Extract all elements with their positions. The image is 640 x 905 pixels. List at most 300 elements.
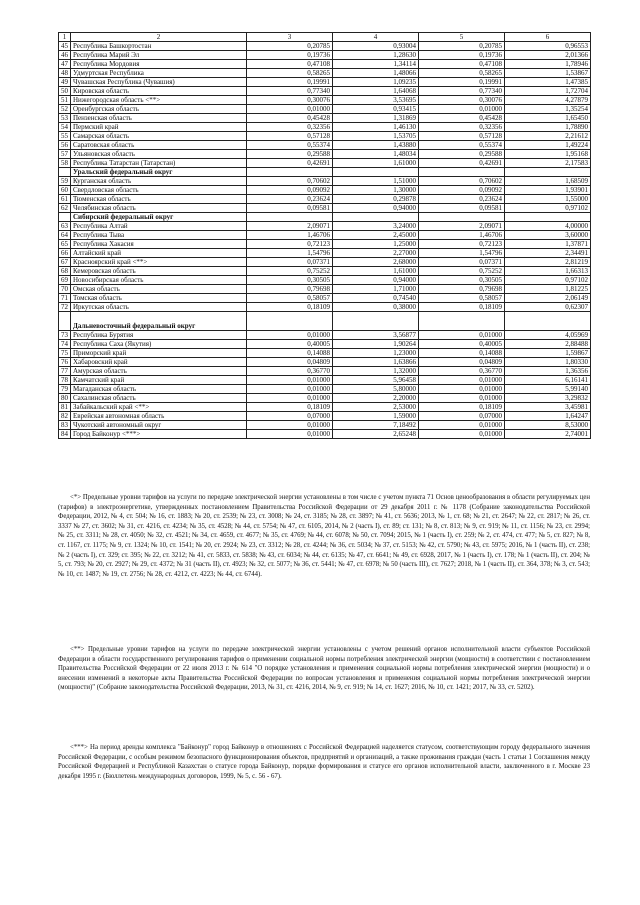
table-row <box>59 276 591 285</box>
table-row <box>59 159 591 168</box>
table-row <box>59 141 591 150</box>
column-header: 4 <box>333 33 419 42</box>
region-name-cell: Кемеровская область <box>71 267 247 276</box>
value-cell: 0,04809 <box>419 358 505 367</box>
value-cell: 1,54796 <box>247 249 333 258</box>
table-row <box>59 430 591 439</box>
region-name-cell: Город Байконур <***> <box>71 430 247 439</box>
value-cell: 1,78890 <box>505 123 591 132</box>
row-number-cell: 79 <box>59 385 71 394</box>
region-name-cell: Забайкальский край <**> <box>71 403 247 412</box>
table-row <box>59 331 591 340</box>
value-cell: 2,01366 <box>505 51 591 60</box>
row-number-cell: 75 <box>59 349 71 358</box>
value-cell: 1,53705 <box>333 132 419 141</box>
value-cell: 5,96458 <box>333 376 419 385</box>
value-cell: 0,57128 <box>419 132 505 141</box>
region-name-cell: Оренбургская область <box>71 105 247 114</box>
table-row <box>59 123 591 132</box>
value-cell <box>247 168 333 177</box>
table-row <box>59 96 591 105</box>
table-row <box>59 132 591 141</box>
value-cell: 1,64247 <box>505 412 591 421</box>
table-row <box>59 421 591 430</box>
value-cell: 0,09581 <box>247 204 333 213</box>
value-cell: 0,20785 <box>247 42 333 51</box>
table-row <box>59 294 591 303</box>
value-cell: 1,80330 <box>505 358 591 367</box>
table-row <box>59 195 591 204</box>
value-cell: 3,60000 <box>505 231 591 240</box>
value-cell: 0,75252 <box>247 267 333 276</box>
value-cell: 0,74540 <box>333 294 419 303</box>
table-row <box>59 105 591 114</box>
value-cell: 1,90264 <box>333 340 419 349</box>
row-number-cell: 66 <box>59 249 71 258</box>
value-cell: 2,74001 <box>505 430 591 439</box>
table-row <box>59 349 591 358</box>
value-cell: 1,55000 <box>505 195 591 204</box>
row-number-cell: 84 <box>59 430 71 439</box>
value-cell: 0,14088 <box>419 349 505 358</box>
value-cell: 0,01000 <box>419 376 505 385</box>
table-row <box>59 51 591 60</box>
value-cell: 2,09071 <box>247 222 333 231</box>
value-cell: 1,53867 <box>505 69 591 78</box>
region-name-cell: Сахалинская область <box>71 394 247 403</box>
column-header: 5 <box>419 33 505 42</box>
region-name-cell: Пензенская область <box>71 114 247 123</box>
value-cell: 1,61000 <box>333 159 419 168</box>
region-name-cell: Самарская область <box>71 132 247 141</box>
value-cell: 0,23624 <box>247 195 333 204</box>
region-name-cell: Республика Татарстан (Татарстан) <box>71 159 247 168</box>
value-cell: 1,59000 <box>333 412 419 421</box>
table-row <box>59 367 591 376</box>
row-number-cell: 55 <box>59 132 71 141</box>
row-number-cell: 70 <box>59 285 71 294</box>
value-cell: 1,65450 <box>505 114 591 123</box>
region-name-cell: Приморский край <box>71 349 247 358</box>
value-cell: 0,42691 <box>419 159 505 168</box>
row-number-cell: 78 <box>59 376 71 385</box>
value-cell: 1,93901 <box>505 186 591 195</box>
value-cell: 1,63866 <box>333 358 419 367</box>
value-cell: 1,34114 <box>333 60 419 69</box>
value-cell: 0,07371 <box>247 258 333 267</box>
value-cell: 0,01000 <box>247 385 333 394</box>
value-cell: 0,45428 <box>247 114 333 123</box>
row-number-cell <box>59 168 71 177</box>
value-cell: 0,14088 <box>247 349 333 358</box>
table-row <box>59 358 591 367</box>
value-cell: 1,51000 <box>333 177 419 186</box>
row-number-cell: 60 <box>59 186 71 195</box>
region-name-cell: Курганская область <box>71 177 247 186</box>
value-cell: 0,01000 <box>247 376 333 385</box>
row-number-cell: 69 <box>59 276 71 285</box>
footnote-1-text: <*> Предельные уровни тарифов на услуги по передаче электрической энергии установлены в том числе с учетом пункта 71 Основ ценообразования в области регулируемых цен (тарифов) в электроэнергетике, утвержденных постановлением Правительства Российской Федерации от 29 декабря 2011 г. № 1178 (Собрание законодательства Российской Федерации, 2012, № 4, ст. 504; № 16, ст. 1883; № 20, ст. 2539; № 23, ст. 3008; № 24, ст. 3185; № 28, ст. 3897; № 41, ст. 5636; 2013, № 1, ст. 68; № 21, ст. 2647; № 22, ст. 2817; № 26, ст. 3337 № 27, ст. 3602; № 31, ст. 4216, ст. 4234; № 35, ст. 4528; № 44, ст. 5754; № 47, ст. 6105, 2014, № 2 (часть I), ст. 89; ст. 131; № 8, ст. 813; № 9, ст. 919; № 11, ст. 1156; № 23, ст. 2994; № 25, ст. 3311; № 28, ст. 4050; № 32, ст. 4521; № 34, ст. 4659, ст. 4677; № 35, ст. 4769; № 44, ст. 6078; № 50, ст. 7094; 2015, № 1 (часть I), ст. 259; № 2, ст. 474, ст. 477; № 5, ст. 827; № 8, ст. 1167, ст. 1175; № 9, ст. 1324; № 10, ст. 1541; № 20, ст. 2924; № 23, ст. 3312; № 28, ст. 4244; № 36, ст. 5034; № 37, ст. 5153; № 42, ст. 5790; № 43, ст. 5975; 2016, № 1 (часть II), ст. 238; № 2 (часть I), ст. 329; ст. 395; № 22, ст. 3212; № 41, ст. 5833, ст. 5838; № 43, ст. 6034; № 44, ст. 6135; № 47, ст. 6641; № 49, ст. 6928, 2017, № 1 (часть I), ст. 178; № 1 (часть II), ст. 204; № 5, ст. 793; № 20, ст. 2927; № 29, ст. 4372; № 31 (часть II), ст. 4923; № 32, ст. 5077; № 36, ст. 5441; № 47, ст. 6978; № 50 (часть III), ст. 7627; 2018, № 1 (часть II), ст. 364, 378; № 3, ст. 543; № 10, ст. 1487; № 19, ст. 2756; № 28, ст. 4212, ст. 4223; № 44, ст. 6744). <box>58 494 590 578</box>
value-cell: 6,16141 <box>505 376 591 385</box>
value-cell <box>333 168 419 177</box>
row-number-cell: 72 <box>59 303 71 312</box>
value-cell: 4,05969 <box>505 331 591 340</box>
footnote-3 <box>58 743 590 781</box>
value-cell: 0,18109 <box>419 403 505 412</box>
table-body <box>59 42 591 439</box>
value-cell: 0,30505 <box>247 276 333 285</box>
value-cell: 1,48066 <box>333 69 419 78</box>
value-cell: 1,25000 <box>333 240 419 249</box>
value-cell: 0,38000 <box>333 303 419 312</box>
row-number-cell: 73 <box>59 331 71 340</box>
value-cell: 0,19991 <box>247 78 333 87</box>
value-cell: 0,18109 <box>419 303 505 312</box>
value-cell: 0,57128 <box>247 132 333 141</box>
row-number-cell: 53 <box>59 114 71 123</box>
table-row <box>59 69 591 78</box>
footnote-1 <box>58 493 590 579</box>
value-cell: 0,01000 <box>419 385 505 394</box>
value-cell: 2,65248 <box>333 430 419 439</box>
value-cell: 0,79698 <box>247 285 333 294</box>
table-row <box>59 231 591 240</box>
value-cell: 0,58057 <box>247 294 333 303</box>
value-cell: 0,07000 <box>419 412 505 421</box>
region-name-cell: Свердловская область <box>71 186 247 195</box>
region-name-cell: Республика Марий Эл <box>71 51 247 60</box>
region-name-cell: Пермский край <box>71 123 247 132</box>
region-name-cell: Хабаровский край <box>71 358 247 367</box>
row-number-cell: 51 <box>59 96 71 105</box>
value-cell: 0,55374 <box>247 141 333 150</box>
value-cell: 1,35254 <box>505 105 591 114</box>
table-header-row <box>59 33 591 42</box>
row-number-cell: 52 <box>59 105 71 114</box>
value-cell: 8,53000 <box>505 421 591 430</box>
value-cell: 1,66313 <box>505 267 591 276</box>
value-cell <box>247 213 333 222</box>
value-cell: 2,27000 <box>333 249 419 258</box>
row-number-cell: 82 <box>59 412 71 421</box>
value-cell: 0,19736 <box>419 51 505 60</box>
value-cell: 2,06149 <box>505 294 591 303</box>
table-row <box>59 87 591 96</box>
row-number-cell: 64 <box>59 231 71 240</box>
value-cell: 2,17583 <box>505 159 591 168</box>
table-row <box>59 340 591 349</box>
value-cell: 0,47108 <box>247 60 333 69</box>
value-cell: 5,99140 <box>505 385 591 394</box>
value-cell: 1,78946 <box>505 60 591 69</box>
row-number-cell: 48 <box>59 69 71 78</box>
table-row <box>59 258 591 267</box>
value-cell: 0,97102 <box>505 204 591 213</box>
value-cell: 0,07371 <box>419 258 505 267</box>
row-number-cell <box>59 312 71 331</box>
table-row <box>59 376 591 385</box>
value-cell: 0,94000 <box>333 276 419 285</box>
value-cell: 1,61000 <box>333 267 419 276</box>
value-cell: 0,01000 <box>419 105 505 114</box>
value-cell: 0,30076 <box>419 96 505 105</box>
value-cell: 1,54796 <box>419 249 505 258</box>
value-cell: 0,18109 <box>247 403 333 412</box>
region-name-cell: Республика Бурятия <box>71 331 247 340</box>
value-cell <box>505 312 591 331</box>
value-cell: 4,27879 <box>505 96 591 105</box>
region-name-cell: Республика Саха (Якутия) <box>71 340 247 349</box>
row-number-cell: 49 <box>59 78 71 87</box>
region-name-cell: Республика Хакасия <box>71 240 247 249</box>
value-cell: 0,36770 <box>419 367 505 376</box>
table-row <box>59 78 591 87</box>
region-name-cell: Тюменская область <box>71 195 247 204</box>
value-cell: 0,47108 <box>419 60 505 69</box>
table-row <box>59 114 591 123</box>
row-number-cell: 62 <box>59 204 71 213</box>
value-cell: 0,42691 <box>247 159 333 168</box>
region-name-cell: Томская область <box>71 294 247 303</box>
value-cell <box>333 213 419 222</box>
footnote-2-text: <**> Предельные уровни тарифов на услуги по передаче электрической энергии установлены с учетом решений органов исполнительной власти субъектов Российской Федерации в области государственного регулирования тарифов о применении социальной нормы потребления электрической энергии (мощности) в соответствии с постановлением Правительства Российской Федерации от 22 июля 2013 г. № 614 "О порядке установления и применения социальной нормы потребления электрической энергии (мощности) и о внесении изменений в некоторые акты Правительства Российской Федерации по вопросам установления и применения социальной нормы потребления электрической энергии (мощности)" (Собрание законодательства Российской Федерации, 2013, № 31, ст. 4216, 2014, № 9, ст. 919; № 14, ст. 1627; 2016, № 10, ст. 1421; 2017, № 33, ст. 5202). <box>58 646 590 692</box>
region-name-cell: Кировская область <box>71 87 247 96</box>
value-cell: 0,58057 <box>419 294 505 303</box>
value-cell: 1,59867 <box>505 349 591 358</box>
value-cell: 1,47385 <box>505 78 591 87</box>
row-number-cell: 46 <box>59 51 71 60</box>
value-cell: 3,24000 <box>333 222 419 231</box>
value-cell: 1,71000 <box>333 285 419 294</box>
value-cell: 1,46706 <box>247 231 333 240</box>
section-title: Дальневосточный федеральный округ <box>71 312 247 331</box>
value-cell: 0,45428 <box>419 114 505 123</box>
value-cell: 1,81225 <box>505 285 591 294</box>
value-cell: 3,53695 <box>333 96 419 105</box>
table-row <box>59 385 591 394</box>
value-cell: 0,01000 <box>247 421 333 430</box>
value-cell: 0,70602 <box>419 177 505 186</box>
value-cell: 0,77340 <box>419 87 505 96</box>
value-cell: 1,23000 <box>333 349 419 358</box>
region-name-cell: Челябинская область <box>71 204 247 213</box>
region-name-cell: Республика Алтай <box>71 222 247 231</box>
region-name-cell: Новосибирская область <box>71 276 247 285</box>
region-name-cell: Камчатский край <box>71 376 247 385</box>
table-row <box>59 60 591 69</box>
column-header: 6 <box>505 33 591 42</box>
value-cell: 0,40005 <box>419 340 505 349</box>
value-cell: 2,45000 <box>333 231 419 240</box>
row-number-cell: 63 <box>59 222 71 231</box>
value-cell: 0,18109 <box>247 303 333 312</box>
value-cell <box>505 213 591 222</box>
value-cell: 0,72123 <box>247 240 333 249</box>
value-cell: 2,88488 <box>505 340 591 349</box>
value-cell: 1,32000 <box>333 367 419 376</box>
table-row <box>59 42 591 51</box>
value-cell: 0,01000 <box>419 394 505 403</box>
value-cell: 1,48034 <box>333 150 419 159</box>
value-cell: 2,20000 <box>333 394 419 403</box>
region-name-cell: Магаданская область <box>71 385 247 394</box>
value-cell: 0,62307 <box>505 303 591 312</box>
value-cell: 0,01000 <box>247 430 333 439</box>
row-number-cell: 45 <box>59 42 71 51</box>
table-row <box>59 285 591 294</box>
row-number-cell: 50 <box>59 87 71 96</box>
value-cell: 1,31869 <box>333 114 419 123</box>
value-cell: 0,01000 <box>419 421 505 430</box>
section-row <box>59 213 591 222</box>
value-cell: 0,72123 <box>419 240 505 249</box>
value-cell: 0,93004 <box>333 42 419 51</box>
tariff-table <box>58 32 591 439</box>
value-cell: 0,75252 <box>419 267 505 276</box>
table-row <box>59 240 591 249</box>
value-cell: 0,23624 <box>419 195 505 204</box>
footnote-2 <box>58 645 590 693</box>
value-cell: 0,20785 <box>419 42 505 51</box>
table-row <box>59 403 591 412</box>
region-name-cell: Республика Тыва <box>71 231 247 240</box>
table-row <box>59 394 591 403</box>
row-number-cell: 68 <box>59 267 71 276</box>
value-cell: 2,68000 <box>333 258 419 267</box>
row-number-cell: 65 <box>59 240 71 249</box>
row-number-cell: 77 <box>59 367 71 376</box>
value-cell: 0,58265 <box>419 69 505 78</box>
table-row <box>59 204 591 213</box>
row-number-cell: 74 <box>59 340 71 349</box>
value-cell: 0,04809 <box>247 358 333 367</box>
value-cell: 0,32356 <box>247 123 333 132</box>
value-cell: 0,07000 <box>247 412 333 421</box>
region-name-cell: Амурская область <box>71 367 247 376</box>
value-cell: 0,58265 <box>247 69 333 78</box>
value-cell: 0,55374 <box>419 141 505 150</box>
table-row <box>59 267 591 276</box>
row-number-cell: 80 <box>59 394 71 403</box>
row-number-cell: 54 <box>59 123 71 132</box>
column-header: 2 <box>71 33 247 42</box>
value-cell: 1,68509 <box>505 177 591 186</box>
region-name-cell: Нижегородская область <**> <box>71 96 247 105</box>
row-number-cell: 81 <box>59 403 71 412</box>
row-number-cell: 59 <box>59 177 71 186</box>
row-number-cell: 76 <box>59 358 71 367</box>
table-row <box>59 303 591 312</box>
value-cell: 0,30076 <box>247 96 333 105</box>
table-row <box>59 150 591 159</box>
value-cell: 0,97102 <box>505 276 591 285</box>
value-cell: 1,09235 <box>333 78 419 87</box>
region-name-cell: Красноярский край <**> <box>71 258 247 267</box>
region-name-cell: Еврейская автономная область <box>71 412 247 421</box>
value-cell: 3,45981 <box>505 403 591 412</box>
value-cell: 1,64068 <box>333 87 419 96</box>
value-cell: 1,49224 <box>505 141 591 150</box>
value-cell: 1,46130 <box>333 123 419 132</box>
value-cell: 0,19991 <box>419 78 505 87</box>
row-number-cell: 67 <box>59 258 71 267</box>
region-name-cell: Ульяновская область <box>71 150 247 159</box>
section-row <box>59 312 591 331</box>
value-cell: 3,56877 <box>333 331 419 340</box>
row-number-cell: 71 <box>59 294 71 303</box>
value-cell: 0,30505 <box>419 276 505 285</box>
value-cell: 4,00000 <box>505 222 591 231</box>
value-cell: 0,79698 <box>419 285 505 294</box>
row-number-cell: 58 <box>59 159 71 168</box>
value-cell: 0,70602 <box>247 177 333 186</box>
value-cell: 1,28630 <box>333 51 419 60</box>
row-number-cell <box>59 213 71 222</box>
value-cell: 0,19736 <box>247 51 333 60</box>
value-cell: 0,01000 <box>419 430 505 439</box>
value-cell: 0,01000 <box>247 394 333 403</box>
value-cell <box>247 312 333 331</box>
row-number-cell: 56 <box>59 141 71 150</box>
value-cell <box>419 168 505 177</box>
region-name-cell: Чувашская Республика (Чувашия) <box>71 78 247 87</box>
region-name-cell: Алтайский край <box>71 249 247 258</box>
value-cell: 1,36356 <box>505 367 591 376</box>
value-cell: 0,36770 <box>247 367 333 376</box>
region-name-cell: Иркутская область <box>71 303 247 312</box>
value-cell: 0,29588 <box>419 150 505 159</box>
value-cell: 0,29588 <box>247 150 333 159</box>
value-cell <box>419 312 505 331</box>
table-row <box>59 222 591 231</box>
value-cell: 3,29832 <box>505 394 591 403</box>
table-row <box>59 412 591 421</box>
column-header: 3 <box>247 33 333 42</box>
value-cell: 0,93415 <box>333 105 419 114</box>
region-name-cell: Саратовская область <box>71 141 247 150</box>
table-row <box>59 186 591 195</box>
region-name-cell: Республика Мордовия <box>71 60 247 69</box>
column-header: 1 <box>59 33 71 42</box>
value-cell: 1,43880 <box>333 141 419 150</box>
table-row <box>59 249 591 258</box>
row-number-cell: 61 <box>59 195 71 204</box>
region-name-cell: Омская область <box>71 285 247 294</box>
table-row <box>59 177 591 186</box>
row-number-cell: 47 <box>59 60 71 69</box>
value-cell: 0,96553 <box>505 42 591 51</box>
value-cell <box>333 312 419 331</box>
region-name-cell: Республика Башкортостан <box>71 42 247 51</box>
value-cell: 1,37871 <box>505 240 591 249</box>
value-cell: 0,94000 <box>333 204 419 213</box>
value-cell <box>505 168 591 177</box>
section-title: Сибирский федеральный округ <box>71 213 247 222</box>
value-cell: 2,09071 <box>419 222 505 231</box>
footnote-3-text: <***> На период аренды комплекса "Байконур" город Байконур в отношениях с Российской Федерацией наделяется статусом, соответствующим городу федерального значения Российской Федерации, с особым режимом безопасного функционирования объектов, предприятий и организаций, а также проживания граждан (часть 1 статьи 1 Соглашения между Российской Федерацией и Республикой Казахстан о статусе города Байконур, порядке формирования и статусе его органов исполнительной власти, заключенного в г. Москве 23 декабря 1995 г. (Бюллетень международных договоров, 1999, № 5, с. 56 - 67). <box>58 744 590 780</box>
value-cell: 0,09581 <box>419 204 505 213</box>
section-title: Уральский федеральный округ <box>71 168 247 177</box>
value-cell: 0,09092 <box>247 186 333 195</box>
value-cell: 1,46706 <box>419 231 505 240</box>
value-cell: 2,81219 <box>505 258 591 267</box>
value-cell: 0,09092 <box>419 186 505 195</box>
value-cell: 0,01000 <box>247 331 333 340</box>
value-cell: 1,72704 <box>505 87 591 96</box>
value-cell <box>419 213 505 222</box>
row-number-cell: 83 <box>59 421 71 430</box>
value-cell: 5,80000 <box>333 385 419 394</box>
